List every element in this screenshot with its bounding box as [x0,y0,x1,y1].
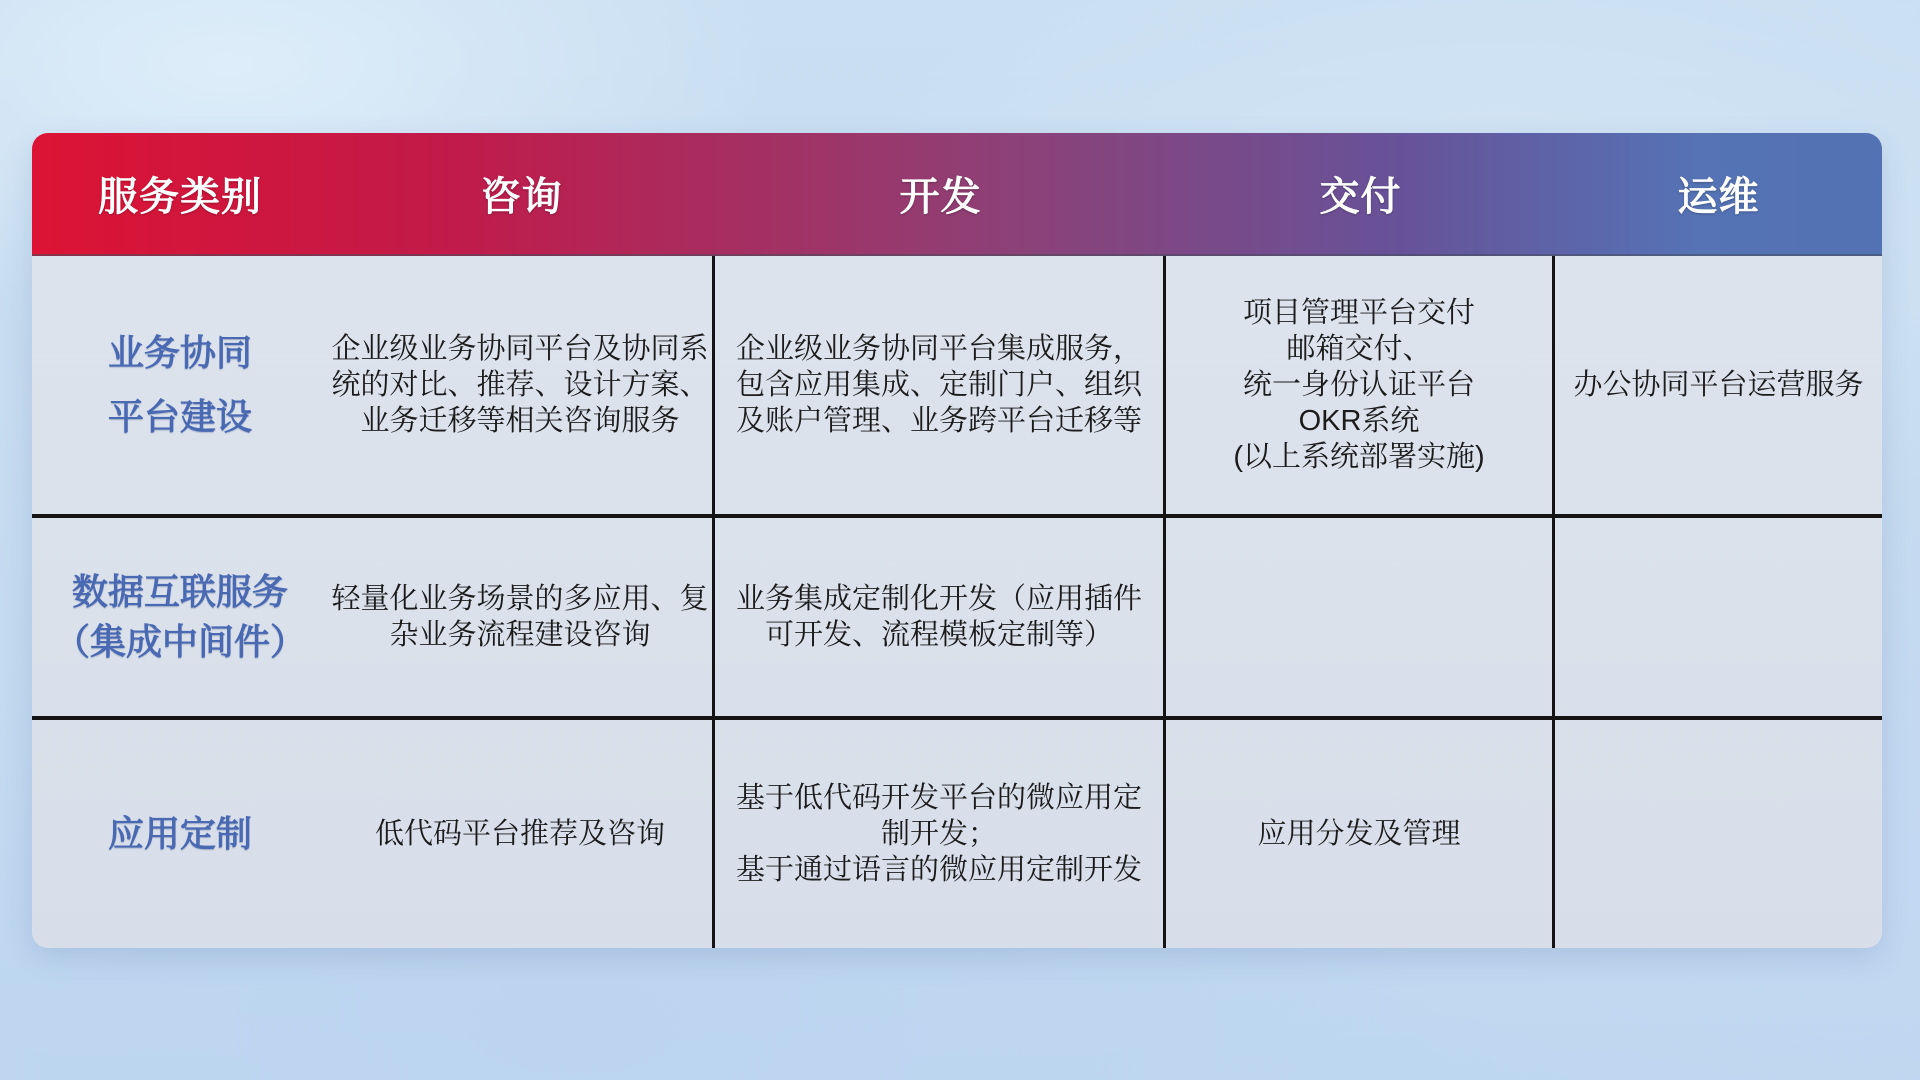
consulting-cell-row2: 轻量化业务场景的多应用、复 杂业务流程建设咨询 [328,518,715,716]
header-cell-development: 开发 [899,175,982,219]
development-cell-row1: 企业级业务协同平台集成服务， 包含应用集成、定制门户、组织 及账户管理、业务跨平台迁移等 [715,256,1166,514]
header-cell-consulting: 咨询 [480,175,563,219]
header-cell-operations: 运维 [1677,175,1760,219]
table-body [32,256,1882,948]
delivery-cell-row3: 应用分发及管理 [1166,720,1555,948]
table-row [32,720,1882,948]
operations-cell-row3 [1555,720,1882,948]
development-cell-row2: 业务集成定制化开发（应用插件 可开发、流程模板定制等） [715,518,1166,716]
table-header-row [32,133,1882,256]
service-matrix-table [32,133,1882,948]
operations-cell-row2 [1555,518,1882,716]
category-cell-collaboration-platform: 业务协同 平台建设 [107,332,252,437]
header-cell-delivery: 交付 [1319,175,1402,219]
consulting-cell-row3: 低代码平台推荐及咨询 [328,720,715,948]
delivery-cell-row2 [1166,518,1555,716]
table-row [32,518,1882,720]
development-cell-row3: 基于低代码开发平台的微应用定 制开发； 基于通过语言的微应用定制开发 [715,720,1166,948]
category-cell-data-interconnection: 数据互联服务 （集成中间件） [53,571,306,662]
category-cell-app-customization: 应用定制 [107,813,252,854]
operations-cell-row1: 办公协同平台运营服务 [1573,369,1864,401]
delivery-cell-row1: 项目管理平台交付 邮箱交付、 统一身份认证平台 OKR系统 (以上系统部署实施) [1166,256,1555,514]
consulting-cell-row1: 企业级业务协同平台及协同系 统的对比、推荐、设计方案、 业务迁移等相关咨询服务 [328,256,715,514]
header-cell-service-category: 服务类别 [98,175,262,219]
table-row [32,256,1882,518]
